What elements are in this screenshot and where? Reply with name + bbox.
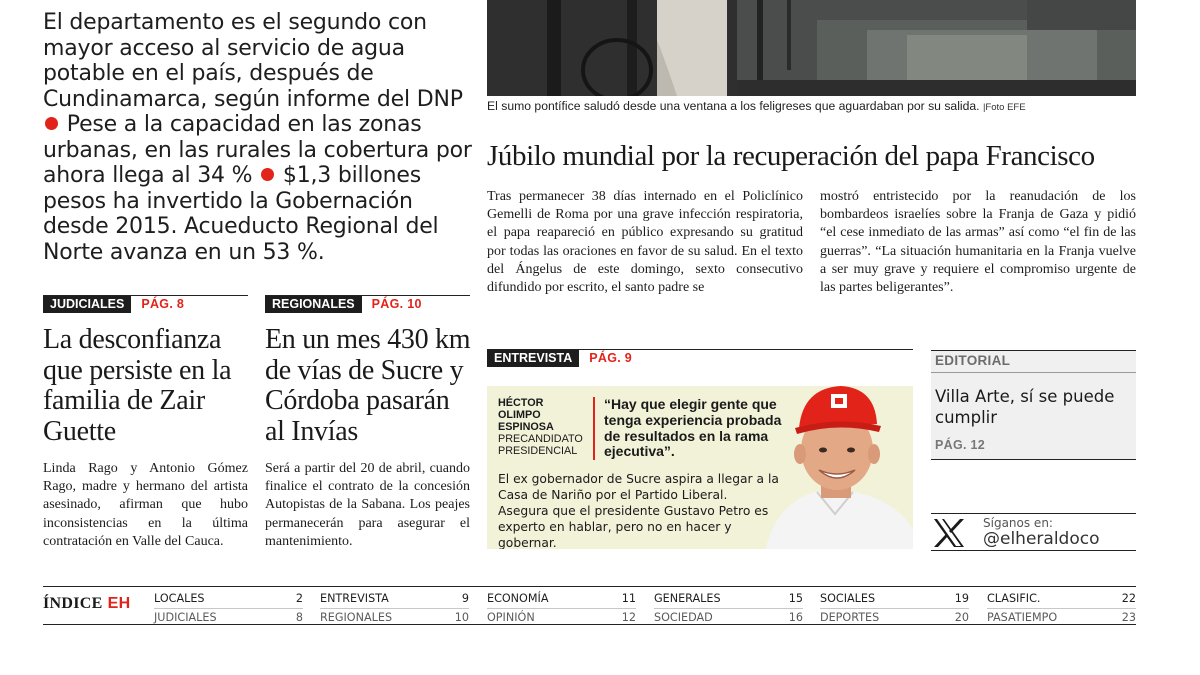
interview-box[interactable]: [487, 386, 913, 549]
index-item[interactable]: JUDICIALES 8: [154, 608, 303, 627]
judiciales-body: Linda Rago y Antonio Gómez Rago, madre y hermano del artista asesinado, afirman que hubo inconsistencias en la última contratación en Valle del Cauca.: [43, 461, 248, 549]
interviewee-role-line: PRECANDIDATO: [498, 433, 583, 445]
photo-credit: |Foto EFE: [982, 102, 1026, 113]
index-item[interactable]: ENTREVISTA 9: [320, 592, 469, 605]
index-column: [320, 590, 469, 627]
interview-summary: El ex gobernador de Sucre aspira a llegar a la Casa de Nariño por el Partido Liberal. Asegura que el presidente Gustavo Petro es experto en hablar, pero no en hacer y gobernar.: [498, 472, 779, 549]
interviewee-portrait-image: [755, 386, 913, 549]
index-item[interactable]: PASATIEMPO 23: [987, 608, 1136, 627]
index-item[interactable]: GENERALES 15: [654, 592, 803, 605]
divider: [931, 372, 1136, 373]
photo-caption: [487, 99, 1147, 113]
interviewee-name-line: ESPINOSA: [498, 421, 554, 433]
index-title-text: ÍNDICE: [43, 595, 103, 612]
lead-text-2: Pese a la capacidad en las zonas urbanas, en las rurales la cobertura por ahora llega al 34 %: [43, 112, 472, 188]
index-item[interactable]: REGIONALES 10: [320, 608, 469, 627]
main-story-body-col2: mostró entristecido por la reanudación de los bombardeos israelíes sobre la Franja de Gaza y pidió “el cese inmediato de las armas” así como “el fin de las guerras”. “La situación humanitaria en la Franja vuelve a ser muy grave y requiere el compromiso urgente de las partes beligerantes”.: [820, 189, 1136, 296]
index-title: [43, 595, 130, 613]
section-tag-entrevista: [487, 349, 913, 369]
section-label: REGIONALES: [265, 296, 362, 313]
editorial-title[interactable]: Villa Arte, sí se puede cumplir: [935, 387, 1115, 427]
x-logo-icon: [932, 518, 966, 548]
index-item[interactable]: SOCIALES 19: [820, 592, 969, 605]
lead-text-3: $1,3 billones pesos ha invertido la Gobernación desde 2015. Acueducto Regional del Norte avanza en un 53 %.: [43, 163, 439, 265]
index-item[interactable]: ECONOMÍA 11: [487, 592, 636, 605]
editorial-box[interactable]: [931, 350, 1136, 460]
lead-text-1: El departamento es el segundo con mayor acceso al servicio de agua potable en el país, después de Cundinamarca, según informe del DNP: [43, 10, 463, 112]
main-story-headline[interactable]: Júbilo mundial por la recuperación del papa Francisco: [487, 140, 1095, 172]
regionales-headline[interactable]: En un mes 430 km de vías de Sucre y Córdoba pasarán al Invías: [265, 324, 471, 447]
page-reference: PÁG. 8: [141, 297, 185, 311]
main-story-body-col1: Tras permanecer 38 días internado en el Policlínico Gemelli de Roma por una grave infección respiratoria, el papa reapareció en público expresando su gratitud por todas las oraciones en favor de su salud. En el texto del Ángelus de este domingo, sexto consecutivo difundido por escrito, el santo padre se: [487, 189, 803, 296]
interviewee-role-line: PRESIDENCIAL: [498, 445, 578, 457]
main-story-photo[interactable]: [487, 0, 1136, 96]
judiciales-headline[interactable]: La desconfianza que persiste en la familia de Zair Guette: [43, 324, 232, 447]
index-item[interactable]: LOCALES 2: [154, 592, 303, 605]
index-item[interactable]: CLASIFIC. 22: [987, 592, 1136, 605]
page-reference: PÁG. 10: [371, 297, 422, 311]
editorial-label: EDITORIAL: [935, 353, 1011, 368]
interviewee-name-line: OLIMPO: [498, 409, 541, 421]
lead-summary: [43, 10, 473, 265]
social-handle-link[interactable]: @elheraldoco: [983, 529, 1100, 549]
index-column: [154, 590, 303, 627]
index-column: [654, 590, 803, 627]
interviewee-name-line: HÉCTOR: [498, 397, 544, 409]
editorial-page-reference: PÁG. 12: [935, 438, 986, 452]
interviewee-name: [498, 397, 598, 433]
bullet-dot-icon: [45, 117, 58, 130]
index-item[interactable]: SOCIEDAD 16: [654, 608, 803, 627]
brand-logo: EH: [107, 595, 131, 612]
page-reference: PÁG. 9: [589, 351, 633, 365]
photo-caption-text: El sumo pontífice saludó desde una ventana a los feligreses que aguardaban por su salida.: [487, 99, 980, 113]
index-column: [487, 590, 636, 627]
section-label: ENTREVISTA: [487, 350, 579, 367]
section-tag-regionales: [265, 295, 470, 315]
bullet-dot-icon: [261, 168, 274, 181]
pope-window-photo-image: [487, 0, 1136, 96]
social-label: Síganos en:: [983, 516, 1053, 530]
interview-quote: “Hay que elegir gente que tenga experiencia probada de resultados en la rama ejecutiva”.: [593, 397, 784, 460]
index-bar: [43, 586, 1136, 625]
index-column: [820, 590, 969, 627]
regionales-body: Será a partir del 20 de abril, cuando finalice el contrato de la concesión Autopistas de la Sabana. Los peajes permanecerán para asegurar el mantenimiento.: [265, 461, 470, 549]
index-column: [987, 590, 1136, 627]
index-item[interactable]: OPINIÓN 12: [487, 608, 636, 627]
interviewee-role: [498, 433, 598, 457]
index-item[interactable]: DEPORTES 20: [820, 608, 969, 627]
section-label: JUDICIALES: [43, 296, 131, 313]
section-tag-judiciales: [43, 295, 248, 315]
social-box[interactable]: [931, 513, 1136, 551]
